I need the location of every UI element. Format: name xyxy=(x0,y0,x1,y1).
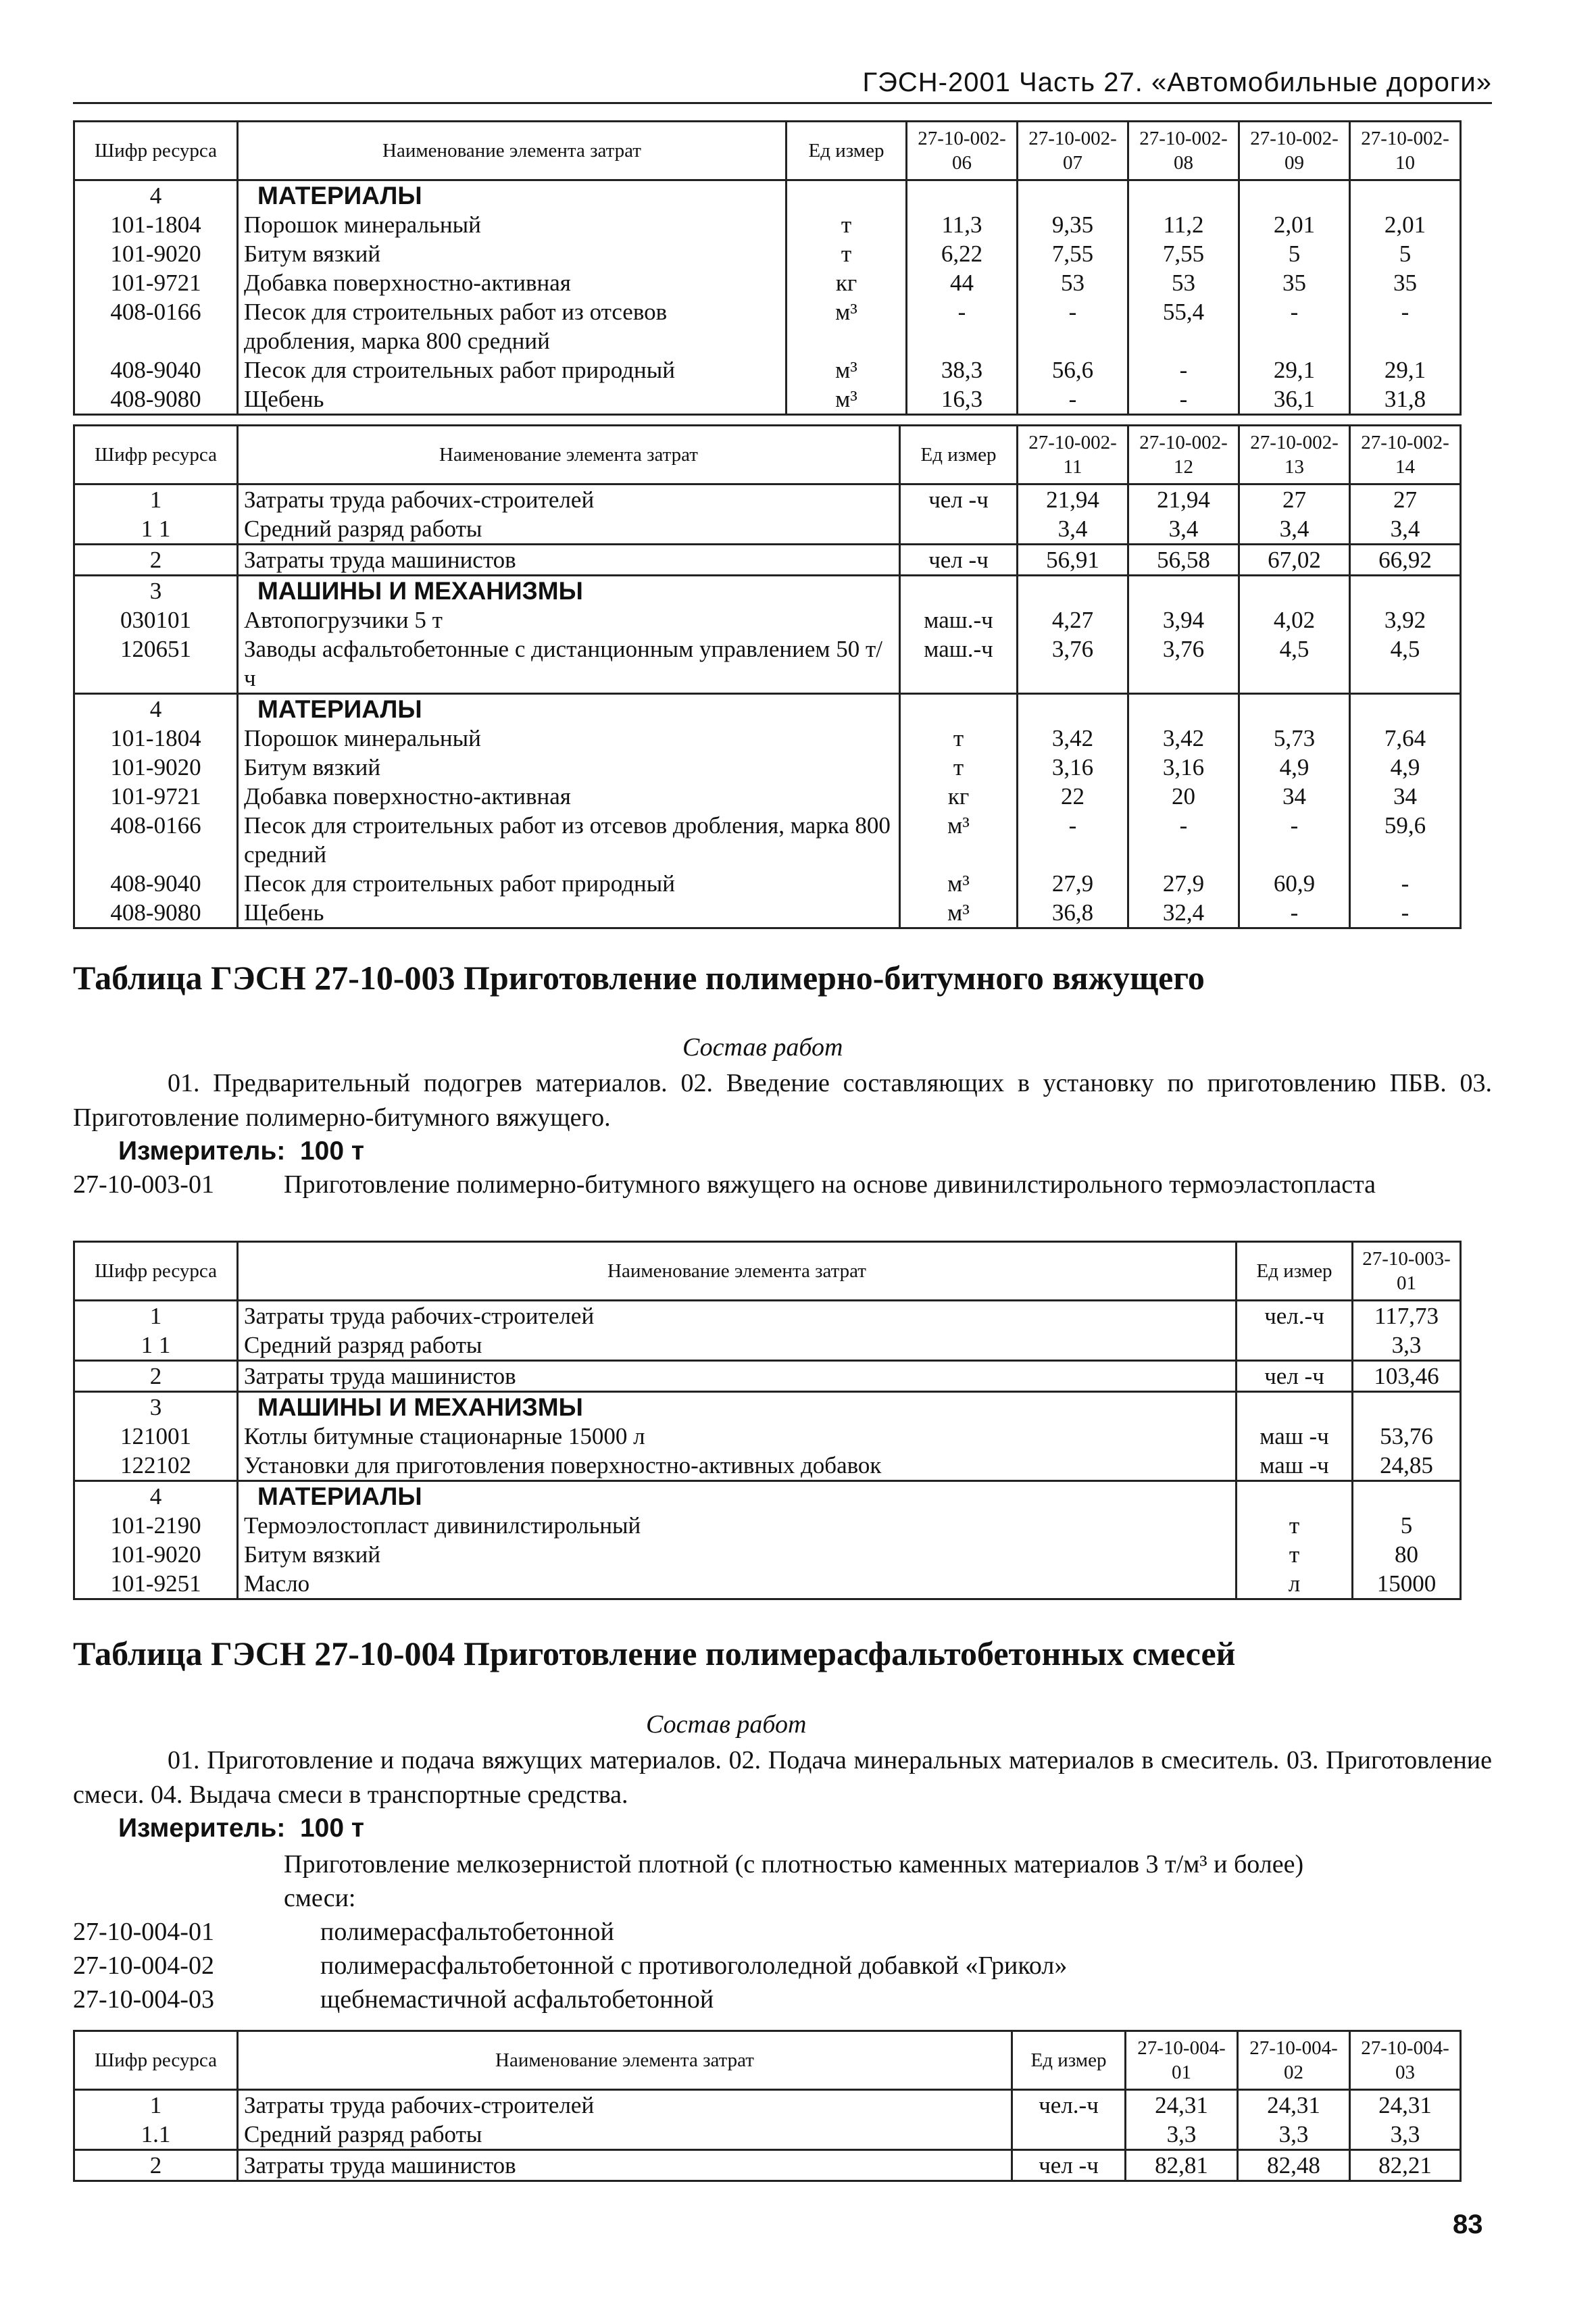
table-row xyxy=(74,1481,1461,1512)
cell-name: МАТЕРИАЛЫ xyxy=(238,694,900,724)
cell-value: 82,81 xyxy=(1126,2150,1238,2181)
cell-unit xyxy=(900,576,1018,606)
section-title-003: Таблица ГЭСН 27-10-003 Приготовление полимерно-битумного вяжущего xyxy=(73,959,1205,997)
cell-value: 35 xyxy=(1239,268,1350,297)
cell-code: 101-9721 xyxy=(74,268,238,297)
cell-code: 1 xyxy=(74,2090,238,2120)
table-row xyxy=(74,605,1461,634)
cell-unit: маш -ч xyxy=(1237,1422,1353,1451)
cell-value: 53,76 xyxy=(1353,1422,1461,1451)
cell-value xyxy=(1018,576,1128,606)
cell-value: 36,8 xyxy=(1018,898,1128,928)
header-norm-code: 27-10-002-08 xyxy=(1128,122,1239,180)
cell-name: Установки для приготовления поверхностно-активных добавок xyxy=(238,1451,1237,1481)
cell-value xyxy=(1018,180,1128,211)
table-row xyxy=(74,180,1461,211)
cell-value: 3,42 xyxy=(1128,724,1239,753)
cell-value xyxy=(1350,576,1461,606)
cell-unit: т xyxy=(1237,1511,1353,1540)
cell-code: 4 xyxy=(74,1481,238,1512)
table-row xyxy=(74,1540,1461,1569)
cell-value xyxy=(1350,694,1461,724)
cell-value: - xyxy=(1350,869,1461,898)
cell-code: 1 xyxy=(74,1301,238,1331)
cell-code: 101-9020 xyxy=(74,239,238,268)
cell-unit: м³ xyxy=(787,297,907,355)
cell-value: 36,1 xyxy=(1239,384,1350,415)
cell-code: 408-9040 xyxy=(74,869,238,898)
cell-code: 408-0166 xyxy=(74,811,238,869)
cell-code: 408-9080 xyxy=(74,384,238,415)
cell-value: 56,6 xyxy=(1018,355,1128,384)
cell-unit: маш.-ч xyxy=(900,605,1018,634)
cell-name: Битум вязкий xyxy=(238,239,787,268)
cell-value xyxy=(1018,694,1128,724)
cell-unit xyxy=(1237,1392,1353,1422)
header-name: Наименование элемента затрат xyxy=(238,2031,1012,2090)
cell-value: 3,92 xyxy=(1350,605,1461,634)
cell-value: 56,58 xyxy=(1128,545,1239,576)
header-unit: Ед измер xyxy=(787,122,907,180)
table-row xyxy=(74,694,1461,724)
cell-name: Заводы асфальтобетонные с дистанционным управлением 50 т/ч xyxy=(238,634,900,694)
cell-code: 4 xyxy=(74,694,238,724)
table-row xyxy=(74,545,1461,576)
item-text: полимерасфальтобетонной с противогололедной добавкой «Грикол» xyxy=(320,1951,1068,1980)
cell-code: 1 1 xyxy=(74,1330,238,1361)
cell-value: 5 xyxy=(1350,239,1461,268)
cell-value xyxy=(907,180,1018,211)
header-norm-code: 27-10-002-06 xyxy=(907,122,1018,180)
table-row xyxy=(74,210,1461,239)
cell-unit xyxy=(787,180,907,211)
cell-unit: чел -ч xyxy=(900,545,1018,576)
cell-value: 34 xyxy=(1350,782,1461,811)
cell-value xyxy=(1350,180,1461,211)
item-code: 27-10-004-01 xyxy=(73,1918,214,1946)
cell-value: 67,02 xyxy=(1239,545,1350,576)
cell-code: 408-9040 xyxy=(74,355,238,384)
cell-code: 408-9080 xyxy=(74,898,238,928)
cell-name: Автопогрузчики 5 т xyxy=(238,605,900,634)
cell-value: 82,21 xyxy=(1350,2150,1461,2181)
cell-name: Средний разряд работы xyxy=(238,2120,1012,2150)
cell-name: Щебень xyxy=(238,384,787,415)
cell-code: 120651 xyxy=(74,634,238,694)
cell-code: 1 1 xyxy=(74,514,238,545)
cell-value: 4,5 xyxy=(1239,634,1350,694)
header-unit: Ед измер xyxy=(1012,2031,1126,2090)
cell-unit: м³ xyxy=(900,898,1018,928)
cell-unit: л xyxy=(1237,1569,1353,1599)
cell-unit: маш.-ч xyxy=(900,634,1018,694)
cell-unit: т xyxy=(787,239,907,268)
cell-code: 4 xyxy=(74,180,238,211)
cell-value: 31,8 xyxy=(1350,384,1461,415)
cell-value: 80 xyxy=(1353,1540,1461,1569)
cell-value: - xyxy=(1128,384,1239,415)
measure-label: Измеритель: xyxy=(118,1137,286,1166)
cell-value: - xyxy=(1239,297,1350,355)
table-row xyxy=(74,1392,1461,1422)
cell-value: 4,9 xyxy=(1350,753,1461,782)
cell-value: 7,64 xyxy=(1350,724,1461,753)
cell-code: 101-9020 xyxy=(74,1540,238,1569)
cell-value: - xyxy=(1018,811,1128,869)
table-row xyxy=(74,1569,1461,1599)
cell-code: 1 xyxy=(74,484,238,515)
cell-code: 2 xyxy=(74,545,238,576)
cell-name: Средний разряд работы xyxy=(238,514,900,545)
cell-unit: кг xyxy=(787,268,907,297)
cell-value: 27,9 xyxy=(1018,869,1128,898)
cost-table-003-01 xyxy=(73,1241,1462,1600)
cost-table-002-06-10 xyxy=(73,120,1462,416)
cell-value: 5,73 xyxy=(1239,724,1350,753)
table-row xyxy=(74,2120,1461,2150)
table-row xyxy=(74,576,1461,606)
cell-unit: т xyxy=(900,753,1018,782)
table-row xyxy=(74,869,1461,898)
table-row xyxy=(74,484,1461,515)
header-norm-code: 27-10-002-14 xyxy=(1350,426,1461,484)
header-name: Наименование элемента затрат xyxy=(238,122,787,180)
cell-unit: т xyxy=(787,210,907,239)
page-header: ГЭСН-2001 Часть 27. «Автомобильные дороги» xyxy=(73,68,1492,104)
header-norm-code: 27-10-004-02 xyxy=(1238,2031,1350,2090)
header-unit: Ед измер xyxy=(900,426,1018,484)
cell-value: 3,4 xyxy=(1350,514,1461,545)
table-row xyxy=(74,1511,1461,1540)
cell-unit: чел -ч xyxy=(1012,2150,1126,2181)
cell-value: 3,4 xyxy=(1128,514,1239,545)
item-text: полимерасфальтобетонной xyxy=(320,1918,614,1946)
cell-name: Битум вязкий xyxy=(238,1540,1237,1569)
cell-code: 408-0166 xyxy=(74,297,238,355)
cell-name: Средний разряд работы xyxy=(238,1330,1237,1361)
cell-name: Битум вязкий xyxy=(238,753,900,782)
measure-label: Измеритель: xyxy=(118,1814,286,1843)
cell-code: 1.1 xyxy=(74,2120,238,2150)
cell-value: 29,1 xyxy=(1239,355,1350,384)
cell-code: 3 xyxy=(74,576,238,606)
cell-value: 3,42 xyxy=(1018,724,1128,753)
cell-value xyxy=(1128,576,1239,606)
cell-value: 3,16 xyxy=(1018,753,1128,782)
cell-code: 101-1804 xyxy=(74,724,238,753)
table-row xyxy=(74,297,1461,355)
cell-value: 24,31 xyxy=(1126,2090,1238,2120)
cell-value: 27 xyxy=(1350,484,1461,515)
cell-name: Добавка поверхностно-активная xyxy=(238,268,787,297)
cell-value: 15000 xyxy=(1353,1569,1461,1599)
cell-name: Затраты труда рабочих-строителей xyxy=(238,484,900,515)
measure-line xyxy=(118,1814,364,1843)
table-row xyxy=(74,239,1461,268)
cell-unit: чел -ч xyxy=(1237,1361,1353,1392)
cell-value: - xyxy=(1239,898,1350,928)
cell-name: Песок для строительных работ из отсевов дробления, марка 800 средний xyxy=(238,297,787,355)
cell-name: Песок для строительных работ природный xyxy=(238,355,787,384)
cell-value: 44 xyxy=(907,268,1018,297)
item-code: 27-10-003-01 xyxy=(73,1170,214,1199)
item-text: Приготовление полимерно-битумного вяжущего на основе дивинилстирольного термоэластопласта xyxy=(284,1170,1376,1199)
cell-value: 9,35 xyxy=(1018,210,1128,239)
cell-value xyxy=(1353,1481,1461,1512)
cell-value: 7,55 xyxy=(1128,239,1239,268)
cell-value: 53 xyxy=(1128,268,1239,297)
cell-value: 16,3 xyxy=(907,384,1018,415)
cell-name: Песок для строительных работ из отсевов дробления, марка 800 средний xyxy=(238,811,900,869)
table-row xyxy=(74,514,1461,545)
cell-value: 117,73 xyxy=(1353,1301,1461,1331)
table-row xyxy=(74,1301,1461,1331)
cell-unit: чел -ч xyxy=(900,484,1018,515)
cell-name: Щебень xyxy=(238,898,900,928)
cell-value xyxy=(1353,1392,1461,1422)
cell-value: 3,16 xyxy=(1128,753,1239,782)
table-row xyxy=(74,898,1461,928)
cell-value xyxy=(1128,180,1239,211)
table-header-row xyxy=(74,122,1461,180)
cell-value: 4,5 xyxy=(1350,634,1461,694)
cell-value: - xyxy=(1128,811,1239,869)
cell-value: 5 xyxy=(1239,239,1350,268)
cell-value: - xyxy=(1239,811,1350,869)
cell-unit xyxy=(900,514,1018,545)
cell-value: 3,76 xyxy=(1018,634,1128,694)
header-norm-code: 27-10-003-01 xyxy=(1353,1242,1461,1301)
cell-name: Котлы битумные стационарные 15000 л xyxy=(238,1422,1237,1451)
cell-unit: маш -ч xyxy=(1237,1451,1353,1481)
cell-value: - xyxy=(1350,898,1461,928)
cell-value: 35 xyxy=(1350,268,1461,297)
cell-value: 24,85 xyxy=(1353,1451,1461,1481)
header-norm-code: 27-10-002-10 xyxy=(1350,122,1461,180)
header-norm-code: 27-10-002-09 xyxy=(1239,122,1350,180)
cell-name: МАШИНЫ И МЕХАНИЗМЫ xyxy=(238,576,900,606)
table-row xyxy=(74,782,1461,811)
composition-text: 01. Приготовление и подача вяжущих материалов. 02. Подача минеральных материалов в смеситель. 03. Приготовление смеси. 04. Выдача смеси в транспортные средства. xyxy=(73,1746,1492,1809)
cell-value: 4,27 xyxy=(1018,605,1128,634)
cell-name: Затраты труда рабочих-строителей xyxy=(238,2090,1012,2120)
measure-value: 100 т xyxy=(299,1814,364,1843)
intro-line: смеси: xyxy=(284,1884,356,1912)
cell-value: - xyxy=(1350,297,1461,355)
table-row xyxy=(74,1361,1461,1392)
cell-code: 2 xyxy=(74,2150,238,2181)
cell-code: 3 xyxy=(74,1392,238,1422)
cell-unit: чел.-ч xyxy=(1237,1301,1353,1331)
cell-value: - xyxy=(1128,355,1239,384)
measure-line xyxy=(118,1137,364,1166)
cell-value: 3,76 xyxy=(1128,634,1239,694)
header-norm-code: 27-10-004-01 xyxy=(1126,2031,1238,2090)
table-row xyxy=(74,268,1461,297)
section-title-004: Таблица ГЭСН 27-10-004 Приготовление полимерасфальтобетонных смесей xyxy=(73,1635,1236,1672)
cell-code: 101-9721 xyxy=(74,782,238,811)
cell-value: - xyxy=(1018,297,1128,355)
cell-name: Песок для строительных работ природный xyxy=(238,869,900,898)
cell-name: Порошок минеральный xyxy=(238,210,787,239)
item-code: 27-10-004-02 xyxy=(73,1951,214,1980)
cell-unit: м³ xyxy=(787,384,907,415)
header-code: Шифр ресурса xyxy=(74,2031,238,2090)
cell-value: 82,48 xyxy=(1238,2150,1350,2181)
cell-unit: т xyxy=(1237,1540,1353,1569)
cell-name: МАШИНЫ И МЕХАНИЗМЫ xyxy=(238,1392,1237,1422)
cell-value: 56,91 xyxy=(1018,545,1128,576)
table-header-row xyxy=(74,2031,1461,2090)
cell-value: 27,9 xyxy=(1128,869,1239,898)
measure-value: 100 т xyxy=(299,1137,364,1166)
cell-code: 101-2190 xyxy=(74,1511,238,1540)
header-name: Наименование элемента затрат xyxy=(238,1242,1237,1301)
cell-name: Термоэлостопласт дивинилстирольный xyxy=(238,1511,1237,1540)
cell-value: 60,9 xyxy=(1239,869,1350,898)
header-norm-code: 27-10-002-11 xyxy=(1018,426,1128,484)
cell-value xyxy=(1128,694,1239,724)
cell-unit: м³ xyxy=(787,355,907,384)
cell-value: 3,3 xyxy=(1238,2120,1350,2150)
cell-value: 21,94 xyxy=(1128,484,1239,515)
cell-code: 121001 xyxy=(74,1422,238,1451)
header-norm-code: 27-10-002-07 xyxy=(1018,122,1128,180)
cell-name: Порошок минеральный xyxy=(238,724,900,753)
cell-value: 2,01 xyxy=(1239,210,1350,239)
cell-value: 55,4 xyxy=(1128,297,1239,355)
cell-value: 24,31 xyxy=(1350,2090,1461,2120)
header-code: Шифр ресурса xyxy=(74,1242,238,1301)
cell-value xyxy=(1239,180,1350,211)
table-row xyxy=(74,634,1461,694)
composition-title: Состав работ xyxy=(682,1033,843,1062)
table-header-row xyxy=(74,426,1461,484)
cell-code: 030101 xyxy=(74,605,238,634)
cell-value: 24,31 xyxy=(1238,2090,1350,2120)
cell-code: 101-1804 xyxy=(74,210,238,239)
cell-value: 38,3 xyxy=(907,355,1018,384)
cell-value: 53 xyxy=(1018,268,1128,297)
cell-value: 7,55 xyxy=(1018,239,1128,268)
cell-code: 101-9020 xyxy=(74,753,238,782)
table-row xyxy=(74,2150,1461,2181)
cell-code: 101-9251 xyxy=(74,1569,238,1599)
composition-title: Состав работ xyxy=(646,1710,807,1739)
table-row xyxy=(74,753,1461,782)
cell-code: 122102 xyxy=(74,1451,238,1481)
cell-value: 3,3 xyxy=(1353,1330,1461,1361)
header-norm-code: 27-10-002-13 xyxy=(1239,426,1350,484)
item-text: щебнемастичной асфальтобетонной xyxy=(320,1985,714,2014)
cell-name: Масло xyxy=(238,1569,1237,1599)
cell-value: 32,4 xyxy=(1128,898,1239,928)
table-row xyxy=(74,1422,1461,1451)
header-unit: Ед измер xyxy=(1237,1242,1353,1301)
table-row xyxy=(74,1451,1461,1481)
header-code: Шифр ресурса xyxy=(74,426,238,484)
cell-value: 3,3 xyxy=(1350,2120,1461,2150)
cost-table-004-01-03 xyxy=(73,2030,1462,2182)
table-row xyxy=(74,355,1461,384)
page-number: 83 xyxy=(1453,2210,1483,2239)
table-row xyxy=(74,384,1461,415)
table-row xyxy=(74,1330,1461,1361)
cell-value: 4,9 xyxy=(1239,753,1350,782)
cell-value: 20 xyxy=(1128,782,1239,811)
cell-value: 21,94 xyxy=(1018,484,1128,515)
cell-value: 3,94 xyxy=(1128,605,1239,634)
cell-name: Затраты труда рабочих-строителей xyxy=(238,1301,1237,1331)
table-row xyxy=(74,2090,1461,2120)
cell-value: - xyxy=(907,297,1018,355)
cell-value: 3,3 xyxy=(1126,2120,1238,2150)
cell-name: Затраты труда машинистов xyxy=(238,1361,1237,1392)
header-norm-code: 27-10-002-12 xyxy=(1128,426,1239,484)
cell-value: - xyxy=(1018,384,1128,415)
cell-name: Затраты труда машинистов xyxy=(238,545,900,576)
cell-value: 103,46 xyxy=(1353,1361,1461,1392)
cell-code: 2 xyxy=(74,1361,238,1392)
cell-value: 2,01 xyxy=(1350,210,1461,239)
cell-value: 3,4 xyxy=(1018,514,1128,545)
cell-value: 4,02 xyxy=(1239,605,1350,634)
table-row xyxy=(74,811,1461,869)
table-row xyxy=(74,724,1461,753)
table-header-row xyxy=(74,1242,1461,1301)
cell-value: 6,22 xyxy=(907,239,1018,268)
cell-value xyxy=(1239,694,1350,724)
cell-value: 66,92 xyxy=(1350,545,1461,576)
header-norm-code: 27-10-004-03 xyxy=(1350,2031,1461,2090)
header-name: Наименование элемента затрат xyxy=(238,426,900,484)
cell-name: МАТЕРИАЛЫ xyxy=(238,180,787,211)
cell-value: 11,3 xyxy=(907,210,1018,239)
cell-unit: кг xyxy=(900,782,1018,811)
cell-value: 34 xyxy=(1239,782,1350,811)
cell-unit xyxy=(1237,1330,1353,1361)
cost-table-002-11-14 xyxy=(73,424,1462,929)
header-code: Шифр ресурса xyxy=(74,122,238,180)
cell-value: 29,1 xyxy=(1350,355,1461,384)
item-code: 27-10-004-03 xyxy=(73,1985,214,2014)
cell-unit: м³ xyxy=(900,869,1018,898)
composition-text: 01. Предварительный подогрев материалов. 02. Введение составляющих в установку по приготовлению ПБВ. 03. Приготовление полимерно-битумного вяжущего. xyxy=(73,1069,1492,1132)
cell-name: МАТЕРИАЛЫ xyxy=(238,1481,1237,1512)
cell-unit: т xyxy=(900,724,1018,753)
cell-value: 59,6 xyxy=(1350,811,1461,869)
cell-unit xyxy=(1237,1481,1353,1512)
cell-name: Добавка поверхностно-активная xyxy=(238,782,900,811)
cell-value: 27 xyxy=(1239,484,1350,515)
cell-value: 22 xyxy=(1018,782,1128,811)
cell-name: Затраты труда машинистов xyxy=(238,2150,1012,2181)
cell-unit: чел.-ч xyxy=(1012,2090,1126,2120)
cell-unit xyxy=(1012,2120,1126,2150)
cell-unit: м³ xyxy=(900,811,1018,869)
cell-value: 11,2 xyxy=(1128,210,1239,239)
cell-value xyxy=(1239,576,1350,606)
cell-unit xyxy=(900,694,1018,724)
intro-line: Приготовление мелкозернистой плотной (с плотностью каменных материалов 3 т/м³ и более) xyxy=(284,1850,1304,1878)
cell-value: 5 xyxy=(1353,1511,1461,1540)
cell-value: 3,4 xyxy=(1239,514,1350,545)
